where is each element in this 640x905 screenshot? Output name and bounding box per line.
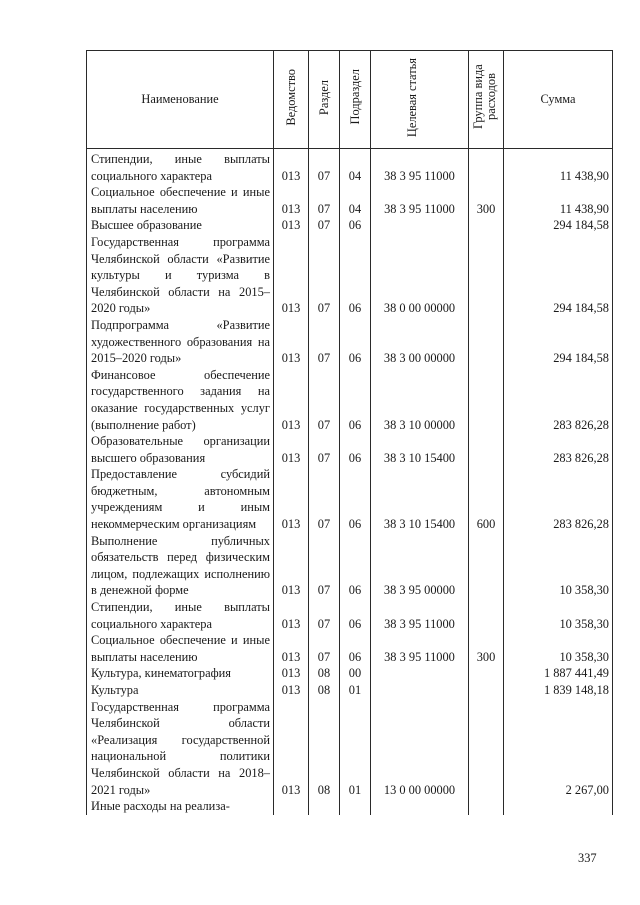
- cell-razd: 08: [309, 699, 340, 799]
- cell-name: Иные расходы на реализа-: [87, 798, 274, 815]
- cell-podr: 06: [340, 599, 371, 632]
- cell-razd: 07: [309, 433, 340, 466]
- cell-sum: [504, 798, 613, 815]
- header-razdel: Раздел: [309, 51, 340, 149]
- cell-ved: 013: [274, 317, 309, 367]
- cell-cel: [371, 682, 469, 699]
- cell-podr: 00: [340, 665, 371, 682]
- cell-razd: 07: [309, 599, 340, 632]
- cell-name: Образовательные организации высшего образования: [87, 433, 274, 466]
- table-row: [87, 184, 613, 217]
- cell-name: Социальное обеспечение и иные выплаты населению: [87, 184, 274, 217]
- cell-ved: 013: [274, 699, 309, 799]
- cell-name: Финансовое обеспечение государственного задания на оказание государственных услуг (выполнение работ): [87, 367, 274, 433]
- cell-ved: 013: [274, 466, 309, 532]
- cell-cel: 38 3 10 15400: [371, 433, 469, 466]
- cell-razd: 07: [309, 367, 340, 433]
- table-row: [87, 699, 613, 799]
- cell-sum: 283 826,28: [504, 466, 613, 532]
- page-number: 337: [578, 851, 597, 865]
- cell-podr: 06: [340, 217, 371, 234]
- cell-ved: 013: [274, 533, 309, 599]
- cell-razd: 07: [309, 317, 340, 367]
- cell-razd: 07: [309, 217, 340, 234]
- cell-podr: 04: [340, 149, 371, 185]
- cell-sum: 283 826,28: [504, 433, 613, 466]
- cell-podr: 06: [340, 533, 371, 599]
- cell-sum: 294 184,58: [504, 234, 613, 317]
- cell-ved: [274, 798, 309, 815]
- cell-razd: 07: [309, 234, 340, 317]
- cell-razd: 07: [309, 466, 340, 532]
- cell-podr: 06: [340, 433, 371, 466]
- cell-grp: [469, 234, 504, 317]
- header-vedomstvo: Ведомство: [274, 51, 309, 149]
- cell-ved: 013: [274, 234, 309, 317]
- cell-name: Подпрограмма «Развитие художественного образования на 2015–2020 годы»: [87, 317, 274, 367]
- cell-name: Государственная программа Челябинской области «Реализация государственной национальной политики Челябинской области на 2018–2021 годы»: [87, 699, 274, 799]
- cell-razd: 08: [309, 682, 340, 699]
- cell-sum: 10 358,30: [504, 632, 613, 665]
- header-gruppa-vida-rashodov: Группа вида расходов: [469, 51, 504, 149]
- cell-name: Культура, кинематография: [87, 665, 274, 682]
- cell-razd: 07: [309, 632, 340, 665]
- cell-podr: 06: [340, 367, 371, 433]
- cell-cel: 38 3 95 11000: [371, 599, 469, 632]
- cell-sum: 294 184,58: [504, 217, 613, 234]
- cell-sum: 283 826,28: [504, 367, 613, 433]
- cell-grp: [469, 217, 504, 234]
- cell-razd: 07: [309, 184, 340, 217]
- cell-podr: 06: [340, 466, 371, 532]
- cell-sum: 11 438,90: [504, 184, 613, 217]
- cell-cel: 38 3 95 11000: [371, 632, 469, 665]
- cell-ved: 013: [274, 433, 309, 466]
- cell-podr: 04: [340, 184, 371, 217]
- cell-name: Социальное обеспечение и иные выплаты населению: [87, 632, 274, 665]
- table-row: [87, 798, 613, 815]
- table-row: [87, 217, 613, 234]
- cell-ved: 013: [274, 682, 309, 699]
- cell-podr: 06: [340, 317, 371, 367]
- cell-cel: 38 3 95 00000: [371, 533, 469, 599]
- table-row: [87, 433, 613, 466]
- cell-grp: [469, 599, 504, 632]
- cell-podr: [340, 798, 371, 815]
- table-row: [87, 599, 613, 632]
- cell-ved: 013: [274, 599, 309, 632]
- cell-name: Культура: [87, 682, 274, 699]
- cell-grp: [469, 367, 504, 433]
- cell-cel: 38 3 10 15400: [371, 466, 469, 532]
- cell-grp: 300: [469, 632, 504, 665]
- cell-name: Государственная программа Челябинской области «Развитие культуры и туризма в Челябинской области на 2015–2020 годы»: [87, 234, 274, 317]
- cell-cel: [371, 798, 469, 815]
- table-row: [87, 367, 613, 433]
- table-row: [87, 317, 613, 367]
- cell-grp: 300: [469, 184, 504, 217]
- table-row: [87, 234, 613, 317]
- cell-cel: 38 0 00 00000: [371, 234, 469, 317]
- header-podrazdel: Подраздел: [340, 51, 371, 149]
- cell-ved: 013: [274, 632, 309, 665]
- cell-grp: [469, 533, 504, 599]
- cell-cel: [371, 217, 469, 234]
- cell-podr: 06: [340, 632, 371, 665]
- cell-grp: [469, 149, 504, 185]
- cell-grp: [469, 798, 504, 815]
- cell-name: Стипендии, иные выплаты социального характера: [87, 149, 274, 185]
- cell-grp: [469, 433, 504, 466]
- budget-table: [86, 50, 613, 815]
- cell-cel: 38 3 95 11000: [371, 184, 469, 217]
- table-row: [87, 533, 613, 599]
- cell-grp: 600: [469, 466, 504, 532]
- cell-name: Стипендии, иные выплаты социального характера: [87, 599, 274, 632]
- cell-cel: 38 3 95 11000: [371, 149, 469, 185]
- table-row: [87, 682, 613, 699]
- table-row: [87, 466, 613, 532]
- cell-sum: 10 358,30: [504, 599, 613, 632]
- table-body: [87, 149, 613, 815]
- cell-razd: 07: [309, 149, 340, 185]
- cell-cel: 13 0 00 00000: [371, 699, 469, 799]
- cell-cel: 38 3 00 00000: [371, 317, 469, 367]
- cell-sum: 294 184,58: [504, 317, 613, 367]
- cell-razd: [309, 798, 340, 815]
- table-row: [87, 632, 613, 665]
- cell-ved: 013: [274, 367, 309, 433]
- table-header: [87, 51, 613, 149]
- cell-ved: 013: [274, 184, 309, 217]
- cell-cel: 38 3 10 00000: [371, 367, 469, 433]
- cell-razd: 07: [309, 533, 340, 599]
- cell-name: Высшее образование: [87, 217, 274, 234]
- cell-grp: [469, 699, 504, 799]
- cell-ved: 013: [274, 149, 309, 185]
- header-summa: Сумма: [504, 51, 613, 149]
- cell-name: Предоставление субсидий бюджетным, автономным учреждениям и иным некоммерческим организациям: [87, 466, 274, 532]
- cell-sum: 11 438,90: [504, 149, 613, 185]
- cell-razd: 08: [309, 665, 340, 682]
- cell-cel: [371, 665, 469, 682]
- cell-grp: [469, 682, 504, 699]
- table-row: [87, 665, 613, 682]
- cell-podr: 06: [340, 234, 371, 317]
- table-row: [87, 149, 613, 185]
- cell-sum: 10 358,30: [504, 533, 613, 599]
- cell-sum: 1 887 441,49: [504, 665, 613, 682]
- cell-grp: [469, 317, 504, 367]
- cell-ved: 013: [274, 665, 309, 682]
- header-name: Наименование: [87, 51, 274, 149]
- cell-grp: [469, 665, 504, 682]
- cell-sum: 2 267,00: [504, 699, 613, 799]
- cell-podr: 01: [340, 682, 371, 699]
- cell-podr: 01: [340, 699, 371, 799]
- header-celevaya-statya: Целевая статья: [371, 51, 469, 149]
- cell-ved: 013: [274, 217, 309, 234]
- cell-name: Выполнение публичных обязательств перед физическим лицом, подлежащих исполнению в денежной форме: [87, 533, 274, 599]
- cell-sum: 1 839 148,18: [504, 682, 613, 699]
